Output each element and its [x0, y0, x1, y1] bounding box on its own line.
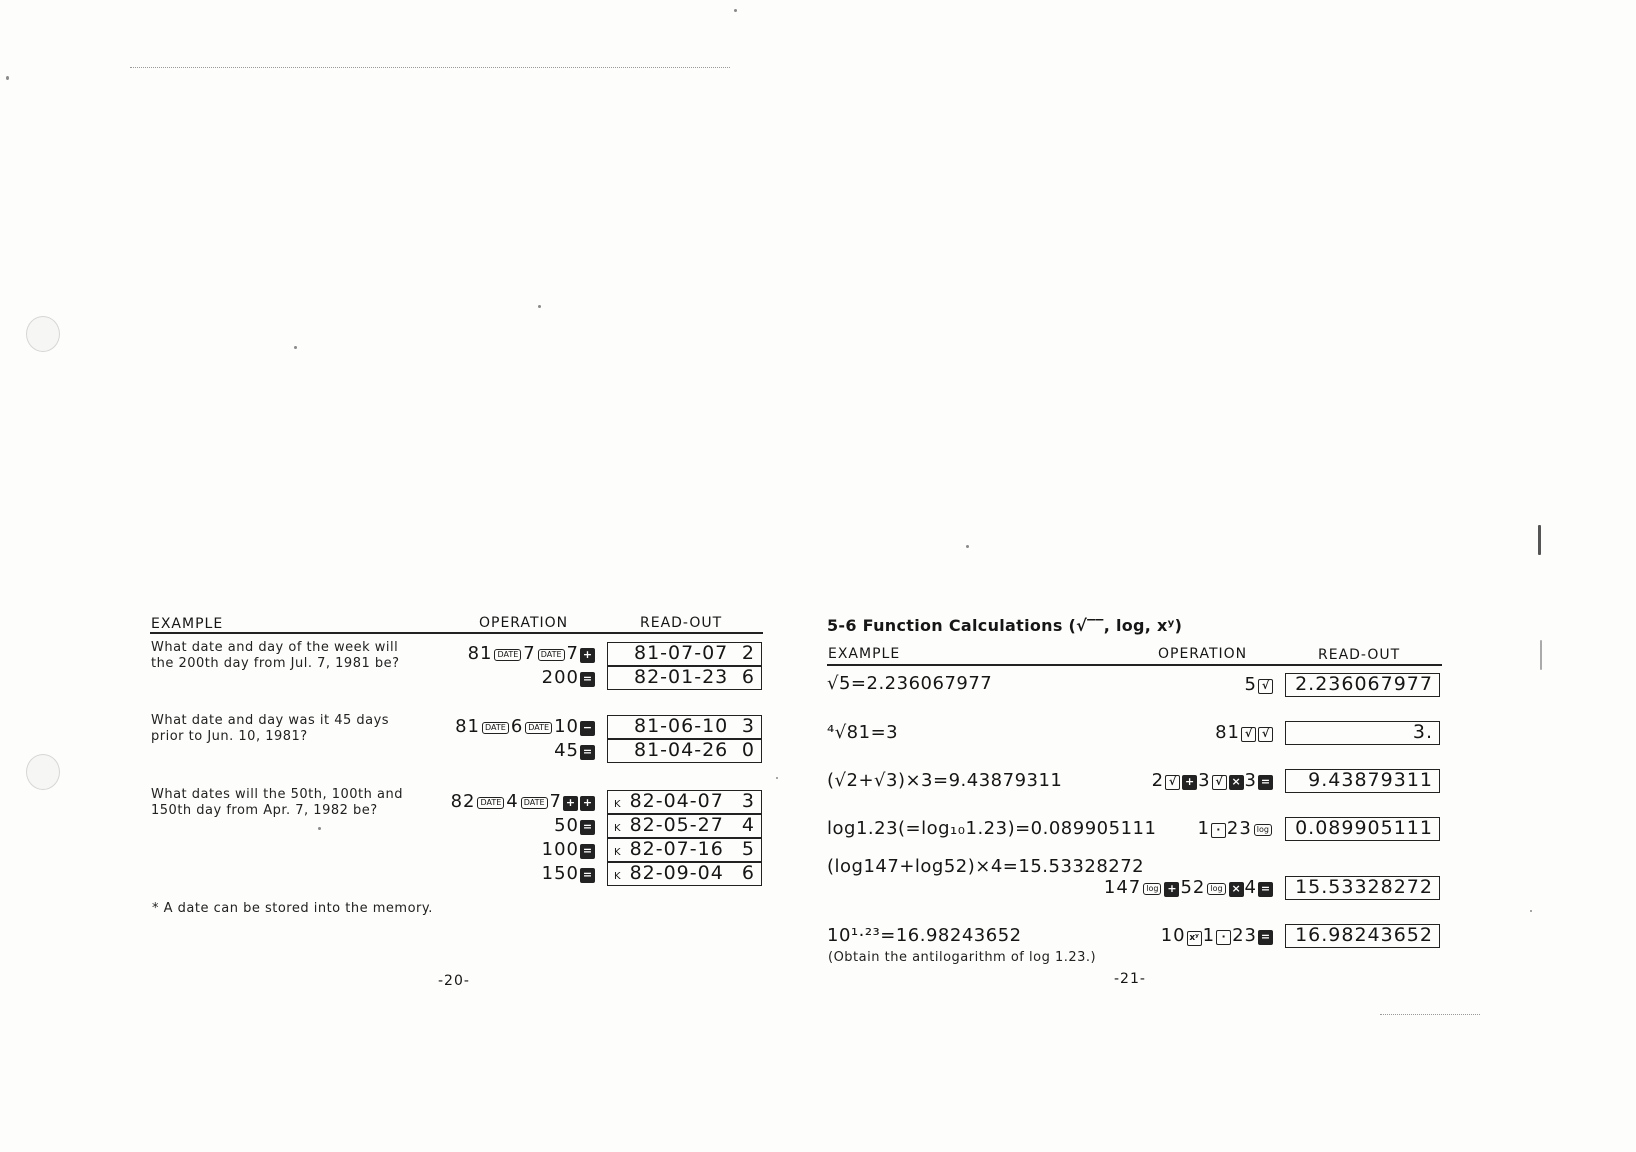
power-key-icon: xʸ — [1187, 931, 1202, 946]
operation-keys: 50 = — [554, 815, 596, 836]
readout-header: READ-OUT — [640, 615, 723, 631]
readout-display: K 82-05-27 4 — [607, 814, 762, 838]
example-header: EXAMPLE — [151, 616, 224, 632]
section-title: 5-6 Function Calculations (√‾‾, log, xʸ) — [827, 616, 1183, 635]
equals-key-icon: = — [580, 745, 595, 760]
date-key-icon: DATE — [521, 797, 548, 809]
log-key-icon: log — [1254, 824, 1272, 836]
example-question: What dates will the 50th, 100th and 150th day from Apr. 7, 1982 be? — [151, 787, 403, 818]
scan-speck — [966, 545, 969, 548]
readout-display: 81-04-26 0 — [607, 739, 762, 763]
readout-display: 0.089905111 — [1285, 817, 1440, 841]
equals-key-icon: = — [580, 844, 595, 859]
page-number: -21- — [1114, 971, 1146, 987]
formula: (√2+√3)×3=9.43879311 — [827, 770, 1063, 791]
operation-keys: 81 √ √ — [1215, 722, 1274, 743]
operation-keys: 2 √ + 3 √ × 3 = — [1152, 770, 1274, 791]
readout-display: 2.236067977 — [1285, 673, 1440, 697]
formula: ⁴√81=3 — [827, 722, 899, 743]
readout-display: 81-06-10 3 — [607, 715, 762, 739]
readout-display: 9.43879311 — [1285, 769, 1440, 793]
operation-keys: 1 · 23 log — [1197, 818, 1274, 839]
scan-speck — [538, 305, 541, 308]
formula: √5=2.236067977 — [827, 673, 993, 694]
log-key-icon: log — [1207, 883, 1225, 895]
scan-speck — [1530, 910, 1532, 912]
header-rule — [150, 632, 763, 634]
minus-key-icon: − — [580, 721, 595, 736]
formula: log1.23(=log₁₀1.23)=0.089905111 — [827, 818, 1157, 839]
operation-keys: 81 DATE 6 DATE 10 − — [455, 716, 596, 737]
scan-speck — [318, 827, 321, 830]
example-question: What date and day of the week will the 200th day from Jul. 7, 1981 be? — [151, 640, 400, 671]
operation-keys: 82 DATE 4 DATE 7 + + — [451, 791, 596, 812]
operation-header: OPERATION — [479, 615, 569, 631]
plus-key-icon: + — [580, 648, 595, 663]
plus-key-icon: + — [563, 796, 578, 811]
readout-display: 3. — [1285, 721, 1440, 745]
scan-speck — [1540, 640, 1542, 670]
example-question: What date and day was it 45 days prior to Jun. 10, 1981? — [151, 713, 390, 744]
readout-display: K 82-04-07 3 — [607, 790, 762, 814]
scan-artifact-line — [130, 67, 730, 68]
sqrt-key-icon: √ — [1165, 775, 1180, 790]
plus-key-icon: + — [580, 796, 595, 811]
readout-display: 81-07-07 2 — [607, 642, 762, 666]
operation-header: OPERATION — [1158, 646, 1248, 662]
date-key-icon: DATE — [482, 722, 509, 734]
note: (Obtain the antilogarithm of log 1.23.) — [828, 950, 1097, 965]
multiply-key-icon: × — [1229, 775, 1244, 790]
equals-key-icon: = — [580, 868, 595, 883]
sqrt-key-icon: √ — [1258, 679, 1273, 694]
readout-display: 82-01-23 6 — [607, 666, 762, 690]
page-number: -20- — [438, 973, 470, 989]
scan-speck — [294, 346, 297, 349]
date-key-icon: DATE — [494, 649, 521, 661]
formula: 10¹·²³=16.98243652 — [827, 925, 1022, 946]
readout-display: K 82-09-04 6 — [607, 862, 762, 886]
operation-keys: 147 log + 52 log × 4 = — [1104, 877, 1274, 898]
operation-keys: 45 = — [554, 740, 596, 761]
readout-display: 15.53328272 — [1285, 876, 1440, 900]
equals-key-icon: = — [1258, 882, 1273, 897]
plus-key-icon: + — [1182, 775, 1197, 790]
readout-display: 16.98243652 — [1285, 924, 1440, 948]
scan-speck — [1538, 525, 1541, 555]
operation-keys: 81 DATE 7 DATE 7 + — [468, 643, 596, 664]
equals-key-icon: = — [1258, 930, 1273, 945]
sqrt-key-icon: √ — [1241, 727, 1256, 742]
readout-display: K 82-07-16 5 — [607, 838, 762, 862]
scan-artifact-line — [1380, 1014, 1480, 1015]
scan-speck — [6, 76, 9, 80]
decimal-point-key-icon: · — [1211, 823, 1226, 838]
plus-key-icon: + — [1164, 882, 1179, 897]
date-key-icon: DATE — [477, 797, 504, 809]
operation-keys: 5 √ — [1245, 674, 1274, 695]
scan-speck — [776, 777, 778, 779]
sqrt-key-icon: √ — [1258, 727, 1273, 742]
operation-keys: 10 xʸ 1 · 23 = — [1161, 925, 1274, 946]
equals-key-icon: = — [1258, 775, 1273, 790]
header-rule — [827, 664, 1442, 666]
equals-key-icon: = — [580, 672, 595, 687]
operation-keys: 150 = — [542, 863, 596, 884]
equals-key-icon: = — [580, 820, 595, 835]
sqrt-key-icon: √ — [1212, 775, 1227, 790]
multiply-key-icon: × — [1229, 882, 1244, 897]
example-header: EXAMPLE — [828, 646, 901, 662]
date-key-icon: DATE — [525, 722, 552, 734]
punch-hole — [26, 754, 60, 790]
formula: (log147+log52)×4=15.53328272 — [827, 856, 1145, 877]
scan-speck — [734, 9, 737, 12]
footnote: * A date can be stored into the memory. — [152, 901, 433, 916]
date-key-icon: DATE — [538, 649, 565, 661]
decimal-point-key-icon: · — [1216, 930, 1231, 945]
log-key-icon: log — [1143, 883, 1161, 895]
operation-keys: 100 = — [542, 839, 596, 860]
punch-hole — [26, 316, 60, 352]
readout-header: READ-OUT — [1318, 647, 1401, 663]
operation-keys: 200 = — [542, 667, 596, 688]
